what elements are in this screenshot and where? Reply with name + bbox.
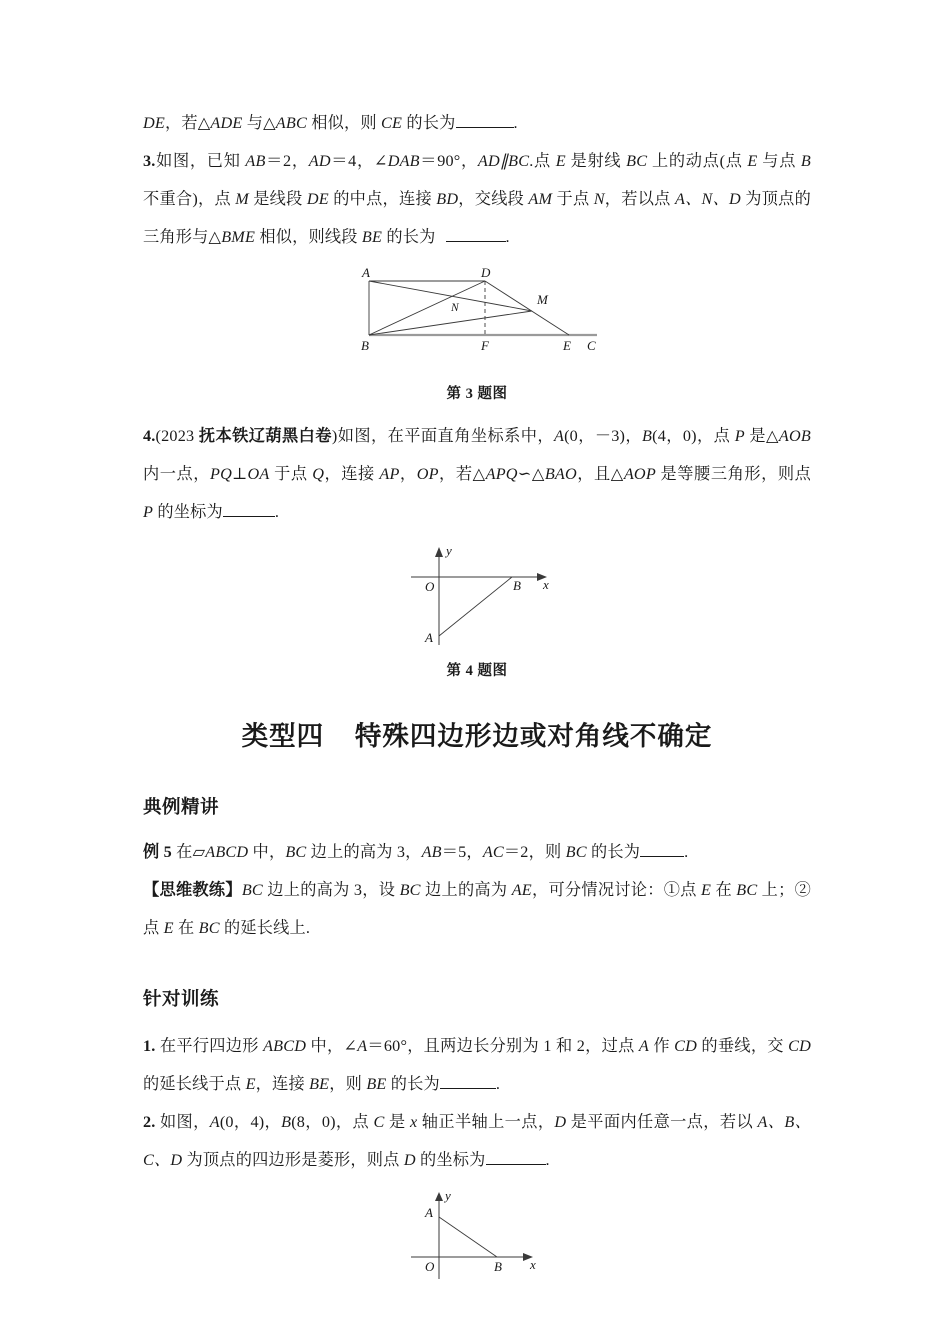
ex5-t3: 边上的高为 3， [306,843,422,861]
term-a: A [554,427,565,445]
term-ce: CE [381,114,403,132]
answer-blank-training-q2[interactable] [486,1151,546,1165]
hint-label: 【思维教练】 [143,881,242,899]
p3-t10: 是线段 [248,190,307,208]
p4-t14: 的坐标为 [153,503,223,521]
q1-t3: ＝60°，且两边长分别为 1 和 2，过点 [367,1037,639,1055]
q2-point-b-label: B [494,1259,502,1274]
y-axis-arrow [435,547,443,557]
p4-t10: ，若△ [438,465,486,483]
p3-t6: 是射线 [565,152,627,170]
answer-blank-problem-2[interactable] [456,114,514,128]
q2-period: . [545,1151,550,1169]
ex5-t1: 在▱ [171,843,206,861]
term-pq: PQ [210,465,233,483]
ex5-t4: ＝5， [441,843,483,861]
label-c: C [587,338,596,353]
term-aob: AOB [778,427,811,445]
q2-term-d: D [554,1113,567,1131]
q1-term-abcd: ABCD [263,1037,307,1055]
page-content [143,104,811,1287]
q2-segment-ab [439,1217,497,1257]
answer-blank-example-5[interactable] [640,843,684,857]
term-b: B [800,152,811,170]
term-n: N [593,190,605,208]
p3-t7: 上的动点(点 [647,152,748,170]
term-de2: DE [306,190,329,208]
problem-2-text-4: 的长为 [402,114,456,132]
term-de: DE [143,114,165,132]
p3-t17: 的长为 [382,228,436,246]
term-abc: ABC [275,114,307,132]
q1-t7: ，连接 [255,1075,310,1093]
q2-t3: (8，0)，点 [291,1113,374,1131]
hint-t10: 上；②点 [143,881,812,937]
problem-2-text-1: ，若△ [164,114,211,132]
term-bc: BC [626,152,648,170]
p3-t12: ，交线段 [458,190,529,208]
q2-term-b: B [281,1113,292,1131]
term-ad: AD [308,152,331,170]
y-axis-label: y [446,543,452,558]
term-op: OP [416,465,439,483]
q1-t4: 作 [649,1037,675,1055]
p4-t9: ， [399,465,417,483]
p3-t1: 如图，已知 [155,152,246,170]
problem-2-period: . [513,114,518,132]
training-q2-figure [143,1187,811,1287]
p4-t6: ⊥ [232,465,248,483]
q2-t7: 为顶点的四边形是菱形，则点 [182,1151,404,1169]
answer-blank-problem-3[interactable] [446,228,506,242]
section-type-title: 特殊四边形边或对角线不确定 [354,721,713,752]
term-ade: ADE [210,114,243,132]
x-axis-label: x [543,577,549,592]
problem-2-tail-paragraph [143,104,811,142]
term-bao: BAO [544,465,577,483]
p3-t8: 与点 [757,152,801,170]
p4-t5: 内一点， [143,465,211,483]
point-a-label: A [425,630,433,645]
p3-t13: 于点 [552,190,594,208]
q2-t6: 是平面内任意一点，若以 [566,1113,758,1131]
q2-term-a: A [209,1113,220,1131]
p4-t8: ，连接 [324,465,380,483]
label-b: B [361,338,369,353]
q1-term-be2: BE [366,1075,387,1093]
q1-term-cd2: CD [788,1037,811,1055]
p4-period: . [274,503,280,521]
p4-t13: 是等腰三角形，则点 [655,465,811,483]
example-5-label: 例 5 [143,843,172,861]
p3-t5: .点 [529,152,556,170]
p3-period: . [505,228,510,246]
p4-t11: ∽△ [517,465,545,483]
q1-term-e: E [245,1075,256,1093]
hint-e-1: E [701,881,712,899]
section-type-heading [143,714,811,753]
q2-point-a-label: A [425,1205,433,1220]
point-b-label: B [513,578,521,593]
term-bme: BME [221,228,256,246]
problem-4-source-bold: 抚本铁辽葫黑白卷 [198,427,332,445]
answer-blank-training-q1[interactable] [440,1075,496,1089]
term-b4: B [642,427,653,445]
q1-t5: 的垂线，交 [697,1037,789,1055]
hint-t14: 的延长线上. [219,919,311,937]
p3-t3: ＝4，∠ [330,152,388,170]
training-q1-number: 1. [143,1037,156,1055]
q2-term-abcd: A、B、C、D [143,1113,811,1169]
label-n: N [451,302,459,314]
p3-t14: ，若以点 [604,190,675,208]
training-q2-diagram [397,1187,557,1287]
problem-3-paragraph [143,142,811,256]
q1-period: . [495,1075,501,1093]
q1-t1: 在平行四边形 [155,1037,264,1055]
term-and: A、N、D [674,190,741,208]
p3-t16: 相似，则线段 [255,228,362,246]
problem-3-figure [143,265,811,403]
ex5-t5: ＝2，则 [503,843,566,861]
example-5-hint-paragraph [143,871,811,947]
p3-t4: ＝90°， [419,152,478,170]
segment-de [485,281,569,335]
hint-t4: 边上的高为 [420,881,512,899]
term-p2: P [143,503,154,521]
training-q2-paragraph [143,1103,811,1179]
problem-4-paragraph [143,417,811,531]
q1-term-a: A [357,1037,368,1055]
hint-bc-1: BC [241,881,263,899]
q2-y-axis-label: y [445,1188,451,1203]
p4-t4: 是△ [744,427,779,445]
q2-y-axis-arrow [435,1192,443,1201]
problem-3-figure-caption: 第 3 题图 [446,386,508,402]
p4-t2: (0，－3)， [564,427,643,445]
p4-t7: 于点 [269,465,313,483]
section-type-label: 类型四 [241,721,325,752]
p4-t12: ，且△ [576,465,624,483]
hint-t2: 边上的高为 3，设 [262,881,400,899]
p4-t3: (4，0)，点 [652,427,735,445]
q1-t2: 中，∠ [306,1037,358,1055]
term-ab-ex5: AB [421,843,442,861]
q2-x-axis-label: x [530,1257,536,1272]
origin-label: O [425,579,435,594]
term-ap: AP [379,465,400,483]
label-d: D [481,265,491,280]
q2-term-c: C [373,1113,385,1131]
term-e: E [555,152,566,170]
p3-t9: 不重合)，点 [143,190,236,208]
term-dab: DAB [387,152,420,170]
p3-t15: 为顶点的三角形与△ [143,190,812,246]
term-e2: E [747,152,758,170]
q2-term-d2: D [403,1151,416,1169]
problem-4-number: 4. [143,427,156,445]
term-ac-ex5: AC [482,843,504,861]
hint-t12: 在 [173,919,199,937]
problem-4-diagram [397,541,557,653]
term-oa: OA [247,465,270,483]
ex5-t2: 中， [248,843,286,861]
p4-t1: 如图，在平面直角坐标系中， [337,427,554,445]
training-q2-number: 2. [143,1113,156,1131]
term-bc-ex5: BC [285,843,307,861]
problem-4-source: (2023 抚本铁辽葫黑白卷) [155,427,338,445]
hint-bc-2: BC [399,881,421,899]
q2-origin-label: O [425,1259,435,1274]
segment-bm [369,311,532,335]
term-m: M [235,190,249,208]
problem-4-figure [143,541,811,680]
term-be: BE [361,228,383,246]
hint-t6: ，可分情况讨论：①点 [531,881,702,899]
q2-t1: 如图， [155,1113,210,1131]
label-f: F [481,338,489,353]
hint-bc-4: BC [198,919,220,937]
ex5-t6: 的长为 [586,843,641,861]
segment-ab-p4 [439,577,512,636]
p3-t2: ＝2， [265,152,309,170]
q1-term-be: BE [309,1075,330,1093]
term-q: Q [312,465,325,483]
q1-term-a2: A [638,1037,650,1055]
section-heading-gap [324,721,355,752]
hint-ae: AE [511,881,532,899]
subheading-zhendui-xunlian: 针对训练 [143,989,220,1010]
label-e: E [563,338,571,353]
label-a: A [362,265,370,280]
q2-t5: 轴正半轴上一点， [417,1113,555,1131]
q1-t6: 的延长线于点 [143,1075,246,1093]
q2-t4: 是 [384,1113,410,1131]
problem-4-figure-caption: 第 4 题图 [446,663,508,679]
problem-3-diagram [347,265,607,356]
term-ab: AB [245,152,266,170]
term-aop: AOP [623,465,656,483]
q1-t8: ，则 [329,1075,367,1093]
label-m: M [537,292,548,307]
term-p: P [734,427,745,445]
q2-t8: 的坐标为 [415,1151,486,1169]
problem-2-text-3: 相似，则 [306,114,382,132]
term-am: AM [528,190,553,208]
q1-t9: 的长为 [386,1075,440,1093]
term-apq: APQ [485,465,518,483]
q1-term-cd: CD [674,1037,698,1055]
ex5-period: . [684,843,689,861]
subheading-dianli-jingjiang: 典例精讲 [143,797,220,818]
term-bc2-ex5: BC [565,843,587,861]
term-bd: BD [436,190,459,208]
example-5-paragraph [143,833,811,871]
term-abcd: ABCD [205,843,249,861]
hint-t8: 在 [711,881,737,899]
problem-3-number: 3. [143,152,156,170]
hint-e-2: E [163,919,174,937]
p3-t11: 的中点，连接 [328,190,437,208]
problem-2-text-2: 与△ [242,114,276,132]
q2-term-x: x [409,1113,418,1131]
answer-blank-problem-4[interactable] [223,503,275,517]
training-q1-paragraph [143,1027,811,1103]
q2-t2: (0，4)， [219,1113,282,1131]
term-ad-parallel-bc: AD∥BC [477,152,530,170]
hint-bc-3: BC [736,881,758,899]
